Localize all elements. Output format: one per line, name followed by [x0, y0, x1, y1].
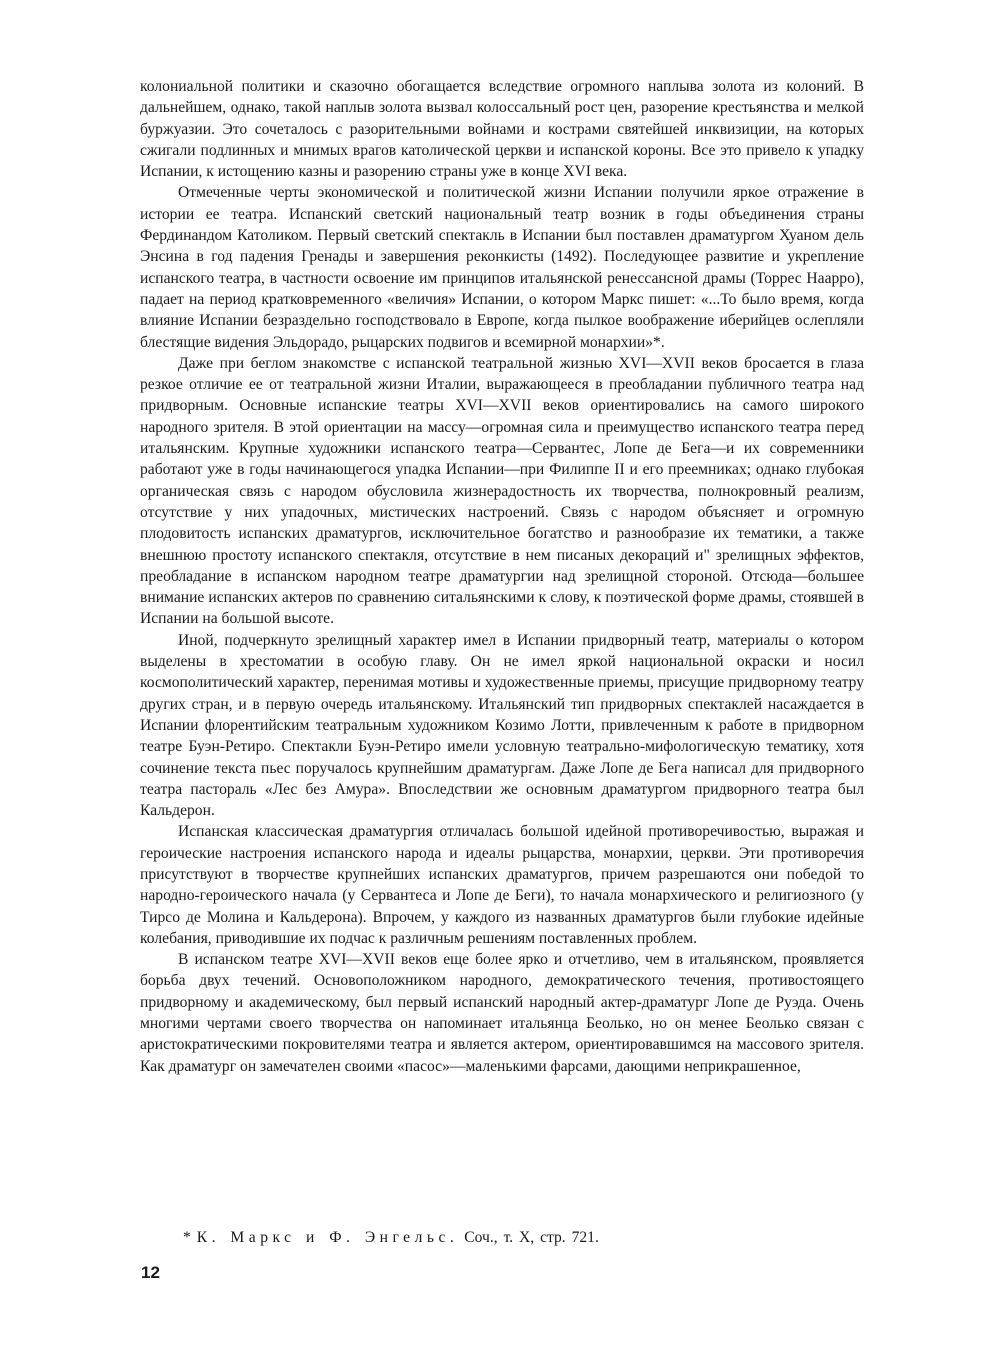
page-number: 12: [141, 1263, 160, 1282]
paragraph-3: Даже при беглом знакомстве с испанской театральной жизнью XVI—XVII веков бросается в глаза резкое отличие ее от театральной жизни Италии, выражающееся в преобладании публичного театра над придворным. Основные испанские театры XVI—XVII веков ориентировались на самого широкого народного зрителя. В этой ориентации на массу—огромная сила и преимущество испанского театра перед итальянским. Крупные художники испанского театра—Сервантес, Лопе де Бега—и их современники работают уже в годы начинающегося упадка Испании—при Филиппе II и его преемниках; однако глубокая органическая связь с народом обусловила жизнерадостность их творчества, полнокровный реализм, отсутствие у них упадочных, мистических настроений. Связь с народом объясняет и огромную плодовитость испанских драматургов, исключительное богатство и разнообразие их тематики, а также внешнюю простоту испанского спектакля, отсутствие в нем писаных декораций и" зрелищных эффектов, преобладание в испанском народном театре драматургии над зрелищной стороной. Отсюда—большее внимание испанских актеров по сравнению ситальянскими к слову, к поэтической форме драмы, стоявшей в Испании на большой высоте.: [140, 354, 864, 628]
paragraph-4: Иной, подчеркнуто зрелищный характер имел в Испании придворный театр, материалы о котором выделены в хрестоматии в особую главу. Он не имел яркой национальной окраски и носил космополитический характер, перенимая мотивы и художественные приемы, присущие придворному театру других стран, и в первую очередь итальянскому. Итальянский тип придворных спектаклей насаждается в Испании флорентийским театральным художником Козимо Лотти, привлеченным к работе в придворном театре Буэн-Ретиро. Спектакли Буэн-Ретиро имели условную театрально-мифологическую тематику, хотя сочинение текста пьес поручалось крупнейшим драматургам. Даже Лопе де Бега написал для придворного театра пастораль «Лес без Амура». Впоследствии же основным драматургом придворного театра был Кальдерон.: [140, 631, 864, 820]
footnote-source: Соч., т. X, стр. 721.: [464, 1229, 599, 1246]
paragraph-2: Отмеченные черты экономической и политической жизни Испании получили яркое отражение в истории ее театра. Испанский светский национальный театр возник в годы объединения страны Фердинандом Католиком. Первый светский спектакль в Испании был поставлен драматургом Хуаном дель Энсина в год падения Гренады и завершения реконкисты (1492). Последующее развитие и укрепление испанского театра, в частности освоение им принципов итальянской ренессансной драмы (Торрес Наарро), падает на период кратковременного «величия» Испании, о котором Маркс пишет: «...То было время, когда влияние Испании безраздельно господствовало в Европе, когда пылкое воображение иберийцев ослепляли блестящие видения Эльдорадо, рыцарских подвигов и всемирной монархии»*.: [140, 184, 864, 351]
paragraph-1: колониальной политики и сказочно обогащается вследствие огромного наплыва золота из колоний. В дальнейшем, однако, такой наплыв золота вызвал колоссальный рост цен, разорение крестьянства и мелкой буржуазии. Это сочеталось с разорительными войнами и кострами святейшей инквизиции, на которых сжигали подлинных и мнимых врагов католической церкви и испанской короны. Все это привело к упадку Испании, к истощению казны и разорению страны уже в конце XVI века.: [140, 78, 864, 181]
page-body: [140, 76, 864, 1077]
footnote: [183, 1227, 599, 1248]
paragraph-6: В испанском театре XVI—XVII веков еще более ярко и отчетливо, чем в итальянском, проявляется борьба двух течений. Основоположником народного, демократического течения, противостоящего придворному и академическому, был первый испанский народный актер-драматург Лопе де Руэда. Очень многими чертами своего творчества он напоминает итальянца Беолько, но он менее Беолько связан с аристократическими покровителями театра и является актером, ориентировавшимся на массового зрителя. Как драматург он замечателен своими «пасос»—маленькими фарсами, дающими неприкрашенное,: [140, 951, 864, 1075]
footnote-marker: *: [183, 1229, 191, 1246]
footnote-authors: К. Маркс и Ф. Энгельс.: [196, 1229, 459, 1246]
paragraph-5: Испанская классическая драматургия отличалась большой идейной противоречивостью, выражая и героические настроения испанского народа и идеалы рыцарства, монархии, церкви. Эти противоречия присутствуют в творчестве крупнейших испанских драматургов, причем разрешаются они победой то народно-героического начала (у Сервантеса и Лопе де Беги), то начала монархического и религиозного (у Тирсо де Молина и Кальдерона). Впрочем, у каждого из названных драматургов были глубокие идейные колебания, приводившие их подчас к различным решениям поставленных проблем.: [140, 823, 864, 947]
